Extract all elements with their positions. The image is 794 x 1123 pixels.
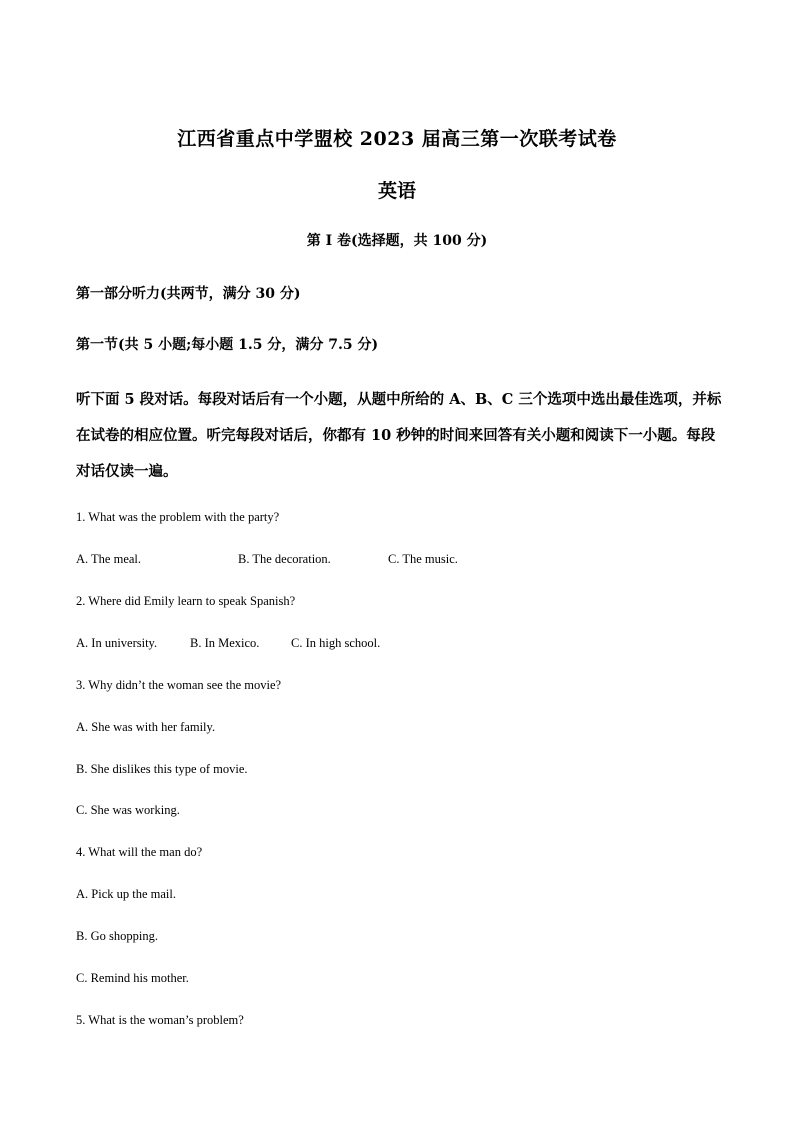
- question-2-option-c: C. In high school.: [291, 636, 381, 650]
- question-1-option-a: A. The meal.: [76, 552, 142, 566]
- instruction-paragraph: 听下面 5 段对话。每段对话后有一个小题，从题中所给的 A、B、C 三个选项中选出最佳选项，并标在试卷的相应位置。听完每段对话后，你都有 10 秒钟的时间来回答有关小题和阅读下一小题。每段对话仅读一遍。: [76, 391, 722, 480]
- section-heading: 第一节(共 5 小题;每小题 1.5 分，满分 7.5 分): [76, 337, 379, 353]
- question-4-option-c: C. Remind his mother.: [76, 971, 189, 985]
- question-3-option-a: A. She was with her family.: [76, 720, 216, 734]
- question-3-stem: 3. Why didn’t the woman see the movie?: [76, 678, 282, 692]
- question-3-option-b: B. She dislikes this type of movie.: [76, 762, 248, 776]
- question-1-stem: 1. What was the problem with the party?: [76, 510, 280, 524]
- question-5-stem: 5. What is the woman’s problem?: [76, 1013, 244, 1027]
- question-1-option-c: C. The music.: [388, 552, 458, 566]
- question-2-stem: 2. Where did Emily learn to speak Spanish?: [76, 594, 296, 608]
- exam-title: 江西省重点中学盟校 2023 届高三第一次联考试卷: [177, 128, 617, 150]
- part-heading: 第一部分听力(共两节，满分 30 分): [76, 286, 301, 302]
- volume-heading: 第 I 卷(选择题，共 100 分): [306, 233, 488, 249]
- question-4-option-b: B. Go shopping.: [76, 929, 158, 943]
- question-1-option-b: B. The decoration.: [238, 552, 331, 566]
- question-3-option-c: C. She was working.: [76, 803, 180, 817]
- question-4-option-a: A. Pick up the mail.: [76, 887, 176, 901]
- question-4-stem: 4. What will the man do?: [76, 845, 203, 859]
- question-2-option-b: B. In Mexico.: [190, 636, 260, 650]
- exam-subject: 英语: [377, 180, 416, 202]
- question-2-option-a: A. In university.: [76, 636, 158, 650]
